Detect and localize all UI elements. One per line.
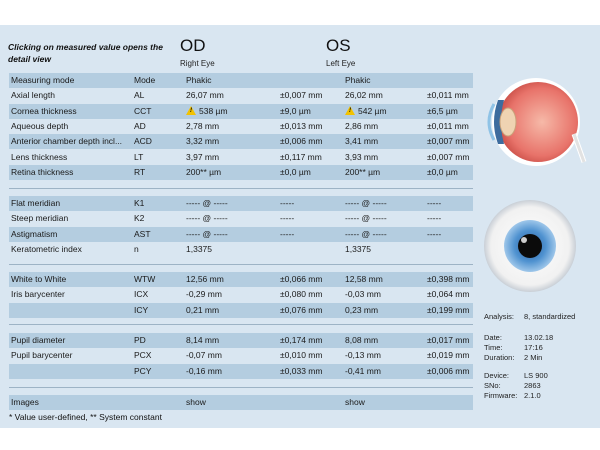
section-divider [9,324,473,325]
os-measured-value[interactable] [345,134,378,149]
row-abbreviation: AST [134,228,151,239]
table-row [9,272,473,287]
od-std-deviation: ±0,007 mm [280,90,323,101]
os-measured-value[interactable] [345,303,378,318]
od-measured-value[interactable] [186,272,224,287]
table-row [9,227,473,242]
os-value-text: 8,08 mm [345,335,379,345]
date-label: Date: [484,333,502,342]
od-std-deviation: ±0,010 mm [280,350,323,361]
section-divider [9,188,473,189]
table-row [9,364,473,379]
od-std-deviation: ±0,033 mm [280,365,323,376]
od-measured-value[interactable] [186,150,219,165]
images-label: Images [11,397,39,407]
os-value-text: ----- @ ----- [345,198,387,208]
os-std-deviation: ----- [427,213,442,224]
od-value-text: 26,07 mm [186,90,224,101]
od-value-text: 3,32 mm [186,136,220,147]
table-row [9,211,473,226]
od-title: OD [180,36,206,55]
os-std-deviation: ----- [427,228,442,239]
od-measured-value[interactable] [186,303,219,318]
od-std-deviation: ±9,0 µm [280,105,311,116]
os-show-images-link[interactable]: show [345,397,365,407]
table-row [9,73,473,88]
od-measured-value[interactable] [186,287,222,302]
od-value-text: ----- @ ----- [186,198,228,208]
os-measured-value[interactable] [345,333,378,348]
os-value-text: ----- @ ----- [345,213,387,224]
row-label: Anterior chamber depth incl... [11,136,123,147]
warning-triangle-icon [345,106,355,115]
od-std-deviation: ±0,013 mm [280,120,323,131]
od-measured-value[interactable] [186,119,219,134]
row-label: Axial length [11,90,55,101]
od-measured-value[interactable] [186,134,219,149]
od-measured-value[interactable] [186,88,224,103]
os-std-deviation: ±6,5 µm [427,105,458,116]
row-abbreviation: ICY [134,304,149,315]
row-abbreviation: PCX [134,350,152,361]
os-std-deviation: ±0,007 mm [427,151,470,162]
os-std-deviation: ±0,199 mm [427,304,470,315]
os-std-deviation: ±0,011 mm [427,120,469,131]
od-value-text: ----- @ ----- [186,213,228,224]
od-measured-value[interactable] [186,73,212,88]
od-std-deviation: ±0,0 µm [280,166,311,177]
os-value-text: 12,58 mm [345,274,383,284]
os-value-text: 0,23 mm [345,304,379,315]
od-value-text: -0,16 mm [186,365,222,376]
firmware-label: Firmware: [484,391,518,400]
table-row [9,242,473,257]
od-value-text: 8,14 mm [186,335,220,345]
os-title: OS [326,36,351,55]
od-show-images-link[interactable]: show [186,397,206,407]
os-value-text: 3,41 mm [345,136,379,147]
od-subtitle: Right Eye [180,59,215,68]
sno-label: SNo: [484,381,501,390]
device-info [484,371,548,381]
os-measured-value[interactable] [345,150,378,165]
table-row [9,165,473,180]
row-abbreviation: WTW [134,274,156,284]
footnote: * Value user-defined, ** System constant [9,412,162,422]
row-label: Measuring mode [11,75,75,85]
section-divider [9,387,473,388]
row-label: Pupil barycenter [11,350,73,361]
os-std-deviation: ±0,0 µm [427,166,458,177]
os-measured-value[interactable] [345,88,383,103]
os-std-deviation: ±0,398 mm [427,274,470,284]
os-value-text: 542 µm [358,105,387,116]
od-value-text: 12,56 mm [186,274,224,284]
row-label: Astigmatism [11,228,58,239]
os-subtitle: Left Eye [326,59,356,68]
os-std-deviation: ±0,006 mm [427,365,470,376]
table-row [9,333,473,348]
row-abbreviation: RT [134,166,146,177]
device-label: Device: [484,371,510,380]
time-info [484,343,543,353]
row-abbreviation: CCT [134,105,152,116]
od-measured-value[interactable] [186,165,221,180]
os-value-text: 200** µm [345,166,381,177]
od-measured-value[interactable] [186,348,222,363]
od-value-text: 200** µm [186,166,222,177]
os-value-text: 2,86 mm [345,120,379,131]
device-value: LS 900 [524,371,548,380]
row-label: Aqueous depth [11,120,69,131]
warning-triangle-icon [186,106,196,115]
od-value-text: Phakic [186,75,212,85]
od-std-deviation: ----- [280,228,295,239]
od-value-text: ----- @ ----- [186,228,228,239]
images-row [9,395,473,410]
od-value-text: -0,07 mm [186,350,222,361]
os-value-text: 26,02 mm [345,90,383,101]
row-label: Pupil diameter [11,335,66,345]
analysis-info [484,312,576,322]
od-value-text: 3,97 mm [186,151,220,162]
os-measured-value[interactable] [345,211,387,226]
os-value-text: ----- @ ----- [345,228,387,239]
row-abbreviation: n [134,243,139,254]
od-std-deviation: ----- [280,198,295,208]
os-measured-value[interactable] [345,165,380,180]
os-measured-value[interactable] [345,364,381,379]
od-std-deviation: ±0,174 mm [280,335,323,345]
od-measured-value[interactable] [186,227,228,242]
os-measured-value[interactable] [345,287,381,302]
duration-info [484,353,543,363]
od-value-text: 0,21 mm [186,304,220,315]
os-std-deviation: ±0,064 mm [427,289,470,300]
row-label: Cornea thickness [11,105,77,116]
od-measured-value[interactable] [186,196,228,211]
row-abbreviation: ICX [134,289,149,300]
od-std-deviation: ±0,117 mm [280,151,322,162]
od-std-deviation: ±0,076 mm [280,304,323,315]
row-abbreviation: PCY [134,365,152,376]
row-label: Lens thickness [11,151,68,162]
duration-label: Duration: [484,353,515,362]
od-std-deviation: ±0,006 mm [280,136,323,147]
table-row [9,150,473,165]
os-measured-value[interactable] [345,348,381,363]
os-value-text: -0,41 mm [345,365,381,376]
sno-info [484,381,541,391]
row-abbreviation: Mode [134,75,156,85]
os-measured-value[interactable] [345,242,371,257]
row-label: Retina thickness [11,166,74,177]
row-abbreviation: AL [134,90,145,101]
row-abbreviation: AD [134,120,146,131]
od-std-deviation: ±0,080 mm [280,289,323,300]
table-row [9,287,473,302]
od-std-deviation: ----- [280,213,295,224]
od-measured-value[interactable] [186,333,219,348]
row-abbreviation: ACD [134,136,152,147]
sno-value: 2863 [524,381,541,390]
od-value-text: -0,29 mm [186,289,222,300]
table-row [9,104,473,119]
analysis-label: Analysis: [484,312,515,321]
table-row [9,134,473,149]
os-measured-value[interactable] [345,272,383,287]
date-value: 13.02.18 [524,333,554,342]
table-row [9,303,473,318]
firmware-info [484,391,541,401]
table-row [9,196,473,211]
os-value-text: -0,13 mm [345,350,381,361]
od-measured-value[interactable] [186,104,228,119]
eye-cross-section-icon [478,72,590,172]
od-value-text: 1,3375 [186,243,212,254]
os-measured-value[interactable] [345,196,387,211]
os-std-deviation: ±0,007 mm [427,136,470,147]
os-value-text: 1,3375 [345,243,371,254]
od-value-text: 2,78 mm [186,120,220,131]
duration-value: 2 Min [524,353,543,362]
od-std-deviation: ±0,066 mm [280,274,323,284]
row-label: Steep meridian [11,213,69,224]
row-label: Flat meridian [11,198,61,208]
os-measured-value[interactable] [345,119,378,134]
section-divider [9,264,473,265]
os-value-text: 3,93 mm [345,151,379,162]
firmware-value: 2.1.0 [524,391,541,400]
row-label: White to White [11,274,67,284]
row-label: Keratometric index [11,243,82,254]
od-measured-value[interactable] [186,242,212,257]
od-measured-value[interactable] [186,364,222,379]
date-info [484,333,554,343]
os-value-text: Phakic [345,75,371,85]
os-measured-value[interactable] [345,227,387,242]
table-row [9,119,473,134]
os-measured-value[interactable] [345,73,371,88]
os-std-deviation: ----- [427,198,442,208]
os-std-deviation: ±0,019 mm [427,350,470,361]
row-abbreviation: PD [134,335,146,345]
time-label: Time: [484,343,503,352]
eye-front-icon [480,196,580,296]
time-value: 17:16 [524,343,543,352]
table-row [9,348,473,363]
od-value-text: 538 µm [199,105,228,116]
os-std-deviation: ±0,017 mm [427,335,470,345]
os-measured-value[interactable] [345,104,387,119]
row-abbreviation: K1 [134,198,145,208]
row-label: Iris barycenter [11,289,65,300]
row-abbreviation: K2 [134,213,145,224]
detail-hint: Clicking on measured value opens the detail view [8,42,163,64]
os-value-text: -0,03 mm [345,289,381,300]
analysis-value: 8, standardized [524,312,576,321]
table-row [9,88,473,103]
row-abbreviation: LT [134,151,144,162]
od-measured-value[interactable] [186,211,228,226]
os-std-deviation: ±0,011 mm [427,90,469,101]
